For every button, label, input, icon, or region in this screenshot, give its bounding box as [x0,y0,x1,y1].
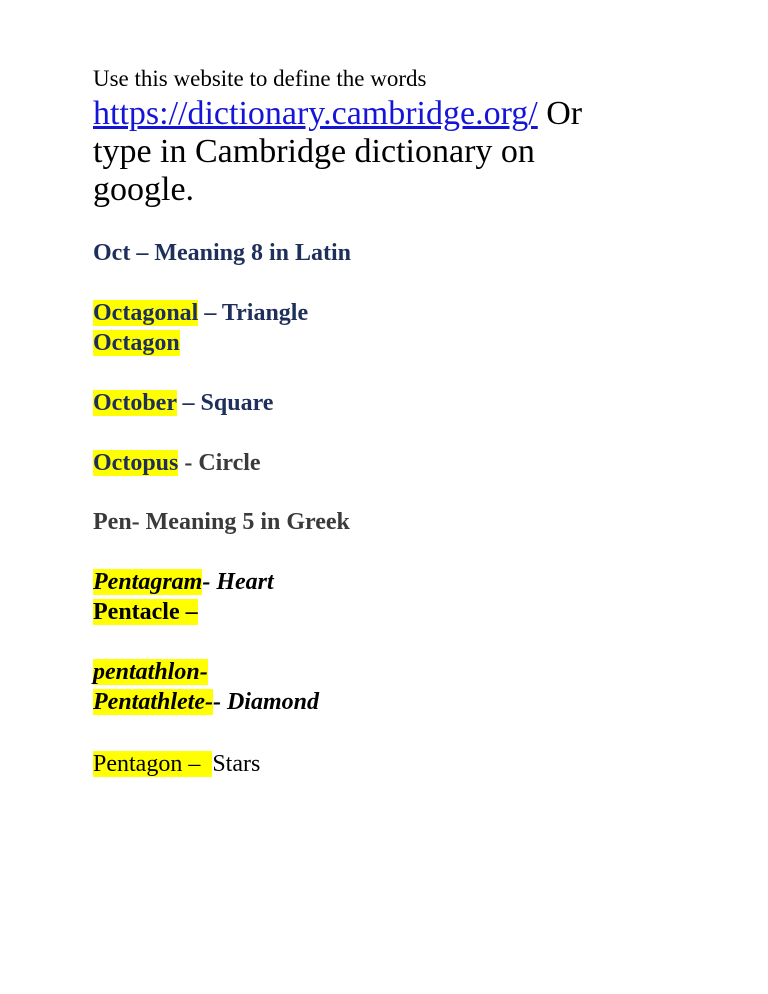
word-octagonal [93,299,308,327]
word-pentathlon [93,658,208,686]
word-highlight: pentathlon- [93,659,208,685]
word-highlight: Octagon [93,330,180,356]
word-highlight: October [93,390,177,416]
word-october [93,389,273,417]
word-pentagon [93,750,260,778]
intro-text [93,66,426,92]
word-pentathlete [93,688,319,716]
word-highlight: Pentagram [93,569,203,595]
intro-link-line [93,96,582,132]
oct-heading: Oct – Meaning 8 in Latin [93,240,352,266]
intro-line-3: google. [93,171,195,208]
word-meaning: - Circle [178,450,261,476]
word-pentagram [93,568,274,596]
word-highlight: Pentathlete- [93,689,213,715]
intro-line-2: type in Cambridge dictionary on [93,133,535,170]
word-highlight: Pentagon – [93,751,213,777]
word-octagon [93,329,180,357]
word-highlight: Octopus [93,450,179,476]
intro-sentence: Use this website to define the words [93,66,427,91]
word-highlight: Octagonal [93,300,199,326]
word-meaning: - Diamond [212,689,319,715]
pen-heading: Pen- Meaning 5 in Greek [93,509,350,535]
word-meaning: – Square [176,390,274,416]
intro-or: Or [537,95,583,132]
cambridge-dictionary-link[interactable]: https://dictionary.cambridge.org/ [93,95,538,132]
word-octopus [93,449,261,477]
word-meaning: – Triangle [198,300,309,326]
word-pentacle [93,598,198,626]
word-meaning: Stars [212,751,261,777]
word-highlight: Pentacle – [93,599,198,625]
word-meaning: - Heart [202,569,274,595]
